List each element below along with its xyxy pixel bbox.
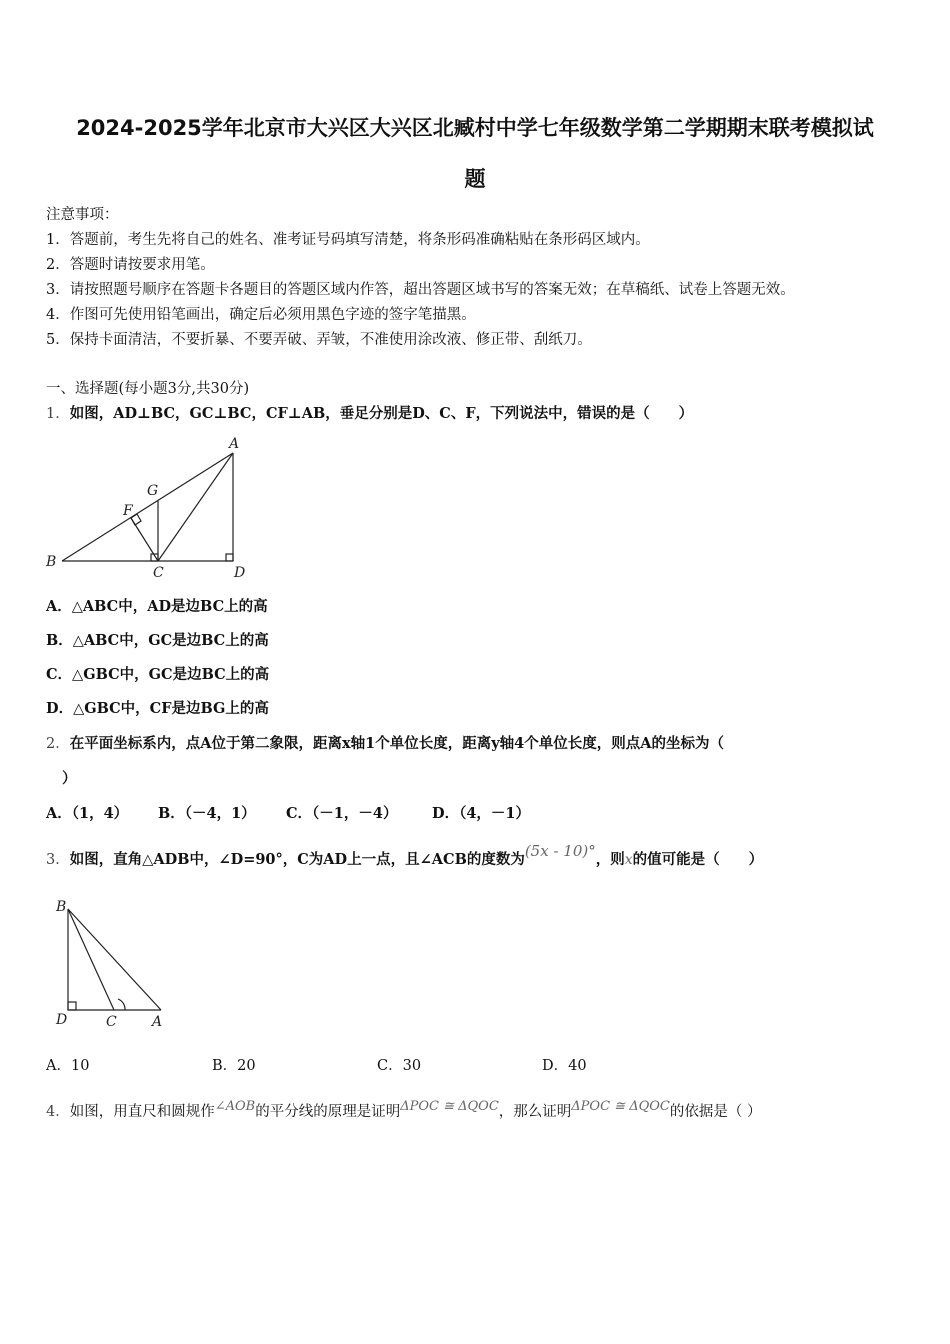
question-text: 的平分线的原理是证明 bbox=[255, 1104, 401, 1120]
question-text: 如图，用直尺和圆规作 bbox=[69, 1104, 215, 1120]
right-angle-d bbox=[68, 1002, 76, 1010]
question-number: 4． bbox=[46, 1104, 70, 1120]
note-item: 1．答题前，考生先将自己的姓名、准考证号码填写清楚，将条形码准确粘贴在条形码区域内。 bbox=[46, 232, 650, 248]
formula: (5x - 10)° bbox=[524, 842, 596, 860]
q3-option-d[interactable]: D．40 bbox=[542, 1058, 587, 1074]
q2-option-b[interactable]: B．（－4，1） bbox=[158, 805, 256, 822]
label-b: B bbox=[56, 899, 67, 915]
question-1 bbox=[46, 402, 693, 423]
question-text: 的依据是（ ） bbox=[669, 1104, 762, 1120]
question-text: 如图，AD⊥BC，GC⊥BC，CF⊥AB，垂足分别是D、C、F，下列说法中，错误的是（ ） bbox=[69, 405, 694, 422]
segment-ba bbox=[68, 909, 161, 1010]
section-heading: 一、选择题(每小题3分,共30分) bbox=[46, 381, 250, 397]
question-text: ，那么证明 bbox=[498, 1104, 572, 1120]
q1-option-c[interactable]: C．△GBC中，GC是边BC上的高 bbox=[46, 666, 270, 683]
question-number: 3． bbox=[46, 852, 70, 868]
q2-option-a[interactable]: A．（1，4） bbox=[46, 805, 129, 822]
q1-option-b[interactable]: B．△ABC中，GC是边BC上的高 bbox=[46, 632, 269, 649]
note-item: 2．答题时请按要求用笔。 bbox=[46, 257, 215, 273]
notes-header: 注意事项： bbox=[46, 207, 119, 223]
question-4 bbox=[46, 1100, 761, 1121]
note-item: 4．作图可先使用铅笔画出，确定后必须用黑色字迹的签字笔描黑。 bbox=[46, 307, 476, 323]
q3-figure bbox=[50, 895, 180, 1035]
label-d: D bbox=[56, 1012, 68, 1028]
angle-expression: ∠AOB bbox=[214, 1099, 256, 1114]
right-angle-d bbox=[226, 554, 233, 561]
q1-option-a[interactable]: A．△ABC中，AD是边BC上的高 bbox=[46, 598, 268, 615]
label-c: C bbox=[106, 1014, 117, 1030]
variable: x bbox=[624, 852, 633, 868]
label-d: D bbox=[234, 565, 246, 581]
exam-title-line2: 题 bbox=[464, 167, 486, 191]
question-text: 如图，直角△ADB中，∠D=90°，C为AD上一点，且∠ACB的度数为 bbox=[69, 851, 525, 868]
q2-option-c[interactable]: C．（－1，－4） bbox=[286, 805, 398, 822]
q3-option-a[interactable]: A．10 bbox=[46, 1058, 90, 1074]
question-text: 在平面坐标系内，点A位于第二象限，距离x轴1个单位长度，距离y轴4个单位长度，则点A的坐标为（ bbox=[69, 735, 724, 752]
label-b: B bbox=[46, 554, 57, 570]
q3-option-c[interactable]: C．30 bbox=[377, 1058, 422, 1074]
question-2 bbox=[46, 732, 724, 753]
note-item: 5．保持卡面清洁，不要折暴、不要弄破、弄皱，不准使用涂改液、修正带、刮纸刀。 bbox=[46, 332, 592, 348]
segment-bc bbox=[68, 909, 114, 1010]
question-2-cont: ） bbox=[62, 770, 77, 787]
segment-ac bbox=[158, 453, 233, 561]
q1-figure bbox=[40, 432, 260, 582]
congruence-expression: ΔPOC ≅ ΔQOC bbox=[400, 1099, 499, 1114]
q1-option-d[interactable]: D．△GBC中，CF是边BG上的高 bbox=[46, 700, 269, 717]
question-number: 2． bbox=[46, 736, 70, 752]
congruence-expression: ΔPOC ≅ ΔQOC bbox=[571, 1099, 670, 1114]
exam-title-line1: 2024-2025学年北京市大兴区大兴区北臧村中学七年级数学第二学期期末联考模拟试 bbox=[76, 116, 874, 140]
q2-option-d[interactable]: D．（4，－1） bbox=[432, 805, 531, 822]
question-3 bbox=[46, 842, 764, 869]
label-f: F bbox=[123, 503, 133, 519]
question-number: 1． bbox=[46, 406, 70, 422]
angle-arc-acb bbox=[118, 999, 125, 1010]
note-item: 3．请按照题号顺序在答题卡各题目的答题区域内作答，超出答题区域书写的答案无效；在草稿纸、试卷上答题无效。 bbox=[46, 282, 795, 298]
question-text: ，则 bbox=[595, 851, 625, 868]
label-c: C bbox=[153, 565, 164, 581]
question-text: 的值可能是（ ） bbox=[632, 851, 764, 868]
label-g: G bbox=[147, 483, 159, 499]
label-a: A bbox=[229, 436, 240, 452]
label-a: A bbox=[152, 1014, 163, 1030]
q3-option-b[interactable]: B．20 bbox=[212, 1058, 256, 1074]
